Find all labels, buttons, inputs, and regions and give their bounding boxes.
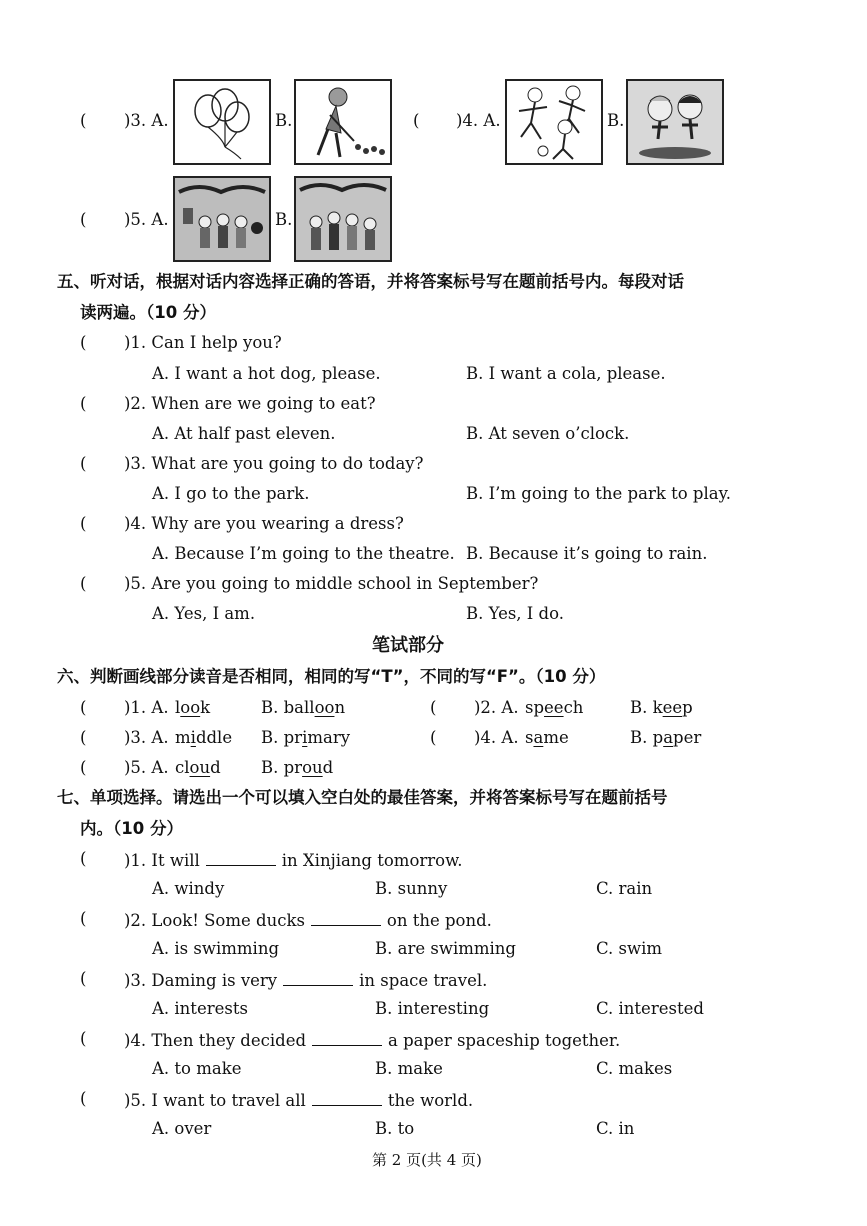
answer-paren[interactable]: ( [80, 728, 87, 747]
written-part-title: 笔试部分 [372, 635, 444, 656]
option-b: B. I’m going to the park to play. [466, 484, 731, 503]
option-b: B. I want a cola, please. [466, 364, 666, 383]
word-a: cloud [175, 758, 221, 777]
option-c: C. rain [596, 879, 653, 898]
kids-jumping-image [626, 79, 724, 165]
option-b: B. sunny [375, 879, 448, 898]
answer-paren[interactable]: ( [413, 111, 420, 130]
question-text: )2. When are we going to eat? [124, 394, 376, 413]
question-number: )3. A. [124, 111, 169, 130]
answer-paren[interactable]: ( [80, 333, 87, 352]
item-number: )1. A. [124, 698, 169, 717]
option-b: B. are swimming [375, 939, 516, 958]
option-a: A. interests [152, 999, 248, 1018]
question-text: )4. Why are you wearing a dress? [124, 514, 404, 533]
option-b: B. At seven o’clock. [466, 424, 630, 443]
option-a: A. windy [152, 879, 225, 898]
kids-playing-football-image [505, 79, 603, 165]
question-number: )4. A. [456, 111, 501, 130]
question-text: )3. Daming is very in space travel. [124, 971, 488, 990]
word-b: B. keep [630, 698, 693, 717]
section-6-header: 六、判断画线部分读音是否相同，相同的写“T”，不同的写“F”。（10 分） [57, 667, 606, 686]
answer-paren[interactable]: ( [80, 1089, 87, 1108]
answer-paren[interactable]: ( [80, 969, 87, 988]
section-5-header: 五、听对话，根据对话内容选择正确的答语，并将答案标号写在题前括号内。每段对话 [57, 272, 684, 291]
answer-paren[interactable]: ( [80, 394, 87, 413]
section-7-header-cont: 内。（10 分） [80, 819, 183, 838]
fill-blank[interactable] [283, 971, 353, 986]
balloons-image [173, 79, 271, 165]
question-number: )5. A. [124, 210, 169, 229]
answer-paren[interactable]: ( [430, 728, 437, 747]
option-a: A. is swimming [152, 939, 280, 958]
answer-paren[interactable]: ( [80, 514, 87, 533]
word-a: same [525, 728, 569, 747]
option-a: A. I go to the park. [152, 484, 310, 503]
section-5-header-cont: 读两遍。（10 分） [80, 303, 216, 322]
word-b: B. balloon [261, 698, 346, 717]
party-scene-image-b [294, 176, 392, 262]
option-a: A. Yes, I am. [152, 604, 256, 623]
option-b: B. interesting [375, 999, 490, 1018]
option-a: A. Because I’m going to the theatre. [152, 544, 455, 563]
answer-paren[interactable]: ( [430, 698, 437, 717]
section-7-header: 七、单项选择。请选出一个可以填入空白处的最佳答案，并将答案标号写在题前括号 [57, 788, 668, 807]
item-number: )5. A. [124, 758, 169, 777]
option-b-label: B. [275, 111, 293, 130]
boy-picking-balls-image [294, 79, 392, 165]
party-scene-image-a [173, 176, 271, 262]
word-b: B. paper [630, 728, 702, 747]
word-a: look [175, 698, 211, 717]
page-number: 第 2 页(共 4 页) [372, 1151, 482, 1169]
answer-paren[interactable]: ( [80, 454, 87, 473]
fill-blank[interactable] [206, 851, 276, 866]
option-b: B. make [375, 1059, 443, 1078]
question-text: )4. Then they decided a paper spaceship together. [124, 1031, 621, 1050]
answer-paren[interactable]: ( [80, 574, 87, 593]
question-text: )1. Can I help you? [124, 333, 282, 352]
word-a: speech [525, 698, 584, 717]
fill-blank[interactable] [312, 1031, 382, 1046]
answer-paren[interactable]: ( [80, 210, 87, 229]
word-b: B. proud [261, 758, 334, 777]
fill-blank[interactable] [312, 1091, 382, 1106]
option-b: B. Yes, I do. [466, 604, 565, 623]
item-number: )4. A. [474, 728, 519, 747]
item-number: )2. A. [474, 698, 519, 717]
option-b-label: B. [607, 111, 625, 130]
answer-paren[interactable]: ( [80, 698, 87, 717]
option-b: B. Because it’s going to rain. [466, 544, 708, 563]
answer-paren[interactable]: ( [80, 111, 87, 130]
option-b: B. to [375, 1119, 415, 1138]
word-a: middle [175, 728, 233, 747]
question-text: )5. I want to travel all the world. [124, 1091, 474, 1110]
option-a: A. over [152, 1119, 212, 1138]
option-c: C. makes [596, 1059, 673, 1078]
option-b-label: B. [275, 210, 293, 229]
option-a: A. to make [152, 1059, 242, 1078]
answer-paren[interactable]: ( [80, 909, 87, 928]
option-c: C. swim [596, 939, 663, 958]
item-number: )3. A. [124, 728, 169, 747]
question-text: )3. What are you going to do today? [124, 454, 424, 473]
answer-paren[interactable]: ( [80, 1029, 87, 1048]
answer-paren[interactable]: ( [80, 758, 87, 777]
option-c: C. in [596, 1119, 635, 1138]
question-text: )5. Are you going to middle school in September? [124, 574, 539, 593]
question-text: )2. Look! Some ducks on the pond. [124, 911, 492, 930]
option-a: A. I want a hot dog, please. [152, 364, 381, 383]
option-a: A. At half past eleven. [152, 424, 336, 443]
word-b: B. primary [261, 728, 351, 747]
question-text: )1. It will in Xinjiang tomorrow. [124, 851, 463, 870]
answer-paren[interactable]: ( [80, 849, 87, 868]
option-c: C. interested [596, 999, 704, 1018]
fill-blank[interactable] [311, 911, 381, 926]
